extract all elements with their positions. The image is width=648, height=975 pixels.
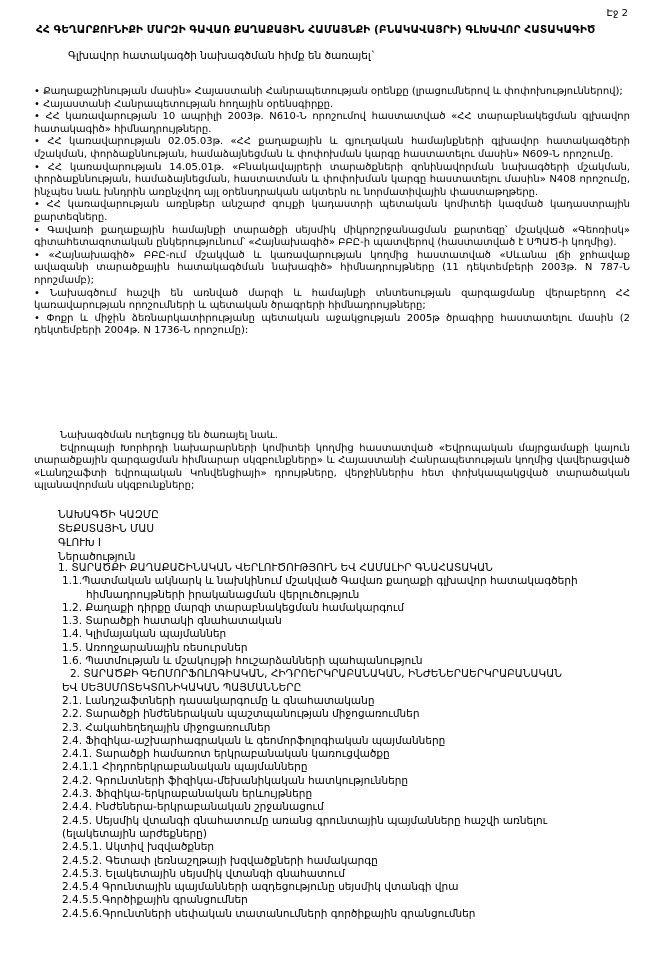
toc-entry: 2.4.5.6.Գրունտների սեփական տատանումների գործիքային գրանցումներ xyxy=(62,907,476,920)
toc-entry: (ելակետային արժեքները) xyxy=(62,827,207,840)
toc-entry: 2.1. Լանդշաֆտների դասակարգումը և գնահատականը xyxy=(62,694,375,707)
toc-entry: 2.4.4. Ինժեներա-երկրաբանական շրջանացում xyxy=(62,801,324,814)
toc-entry: 2.4.5.2. Գետափ լեռնաշղթայի խզվածքների համակարգը xyxy=(62,854,378,867)
toc-entry: 1.4. Կլիմայական պայմաններ xyxy=(62,628,227,641)
document-title: ՀՀ ԳԵՂԱՐՔՈՒՆԻՔԻ ՄԱՐԶԻ ԳԱՎԱՌ ՔԱՂԱՔԱՅԻՆ ՀԱՄԱՅՆՔԻ (ԲՆԱԿԱՎԱՅՐԻ) ԳԼԽԱՎՈՐ ՀԱՏԱԿԱԳԻԾ xyxy=(36,24,596,36)
toc-entry: 2.4.5. Սեյսմիկ վտանգի գնահատումը առանց գրունտային պայմանները հաշվի առնելու xyxy=(62,814,548,827)
toc-entry: 2.4.2. Գրունտների ֆիզիկա-մեխանիկական հատկությունները xyxy=(62,774,409,787)
list-item: • Փոքր և միջին ձեռնարկատիրությանը պետական աջակցության 2005թ ծրագիրը հաստատելու մասին (2 դեկտեմբերի 2004թ. N 1736-Ն որոշումը): xyxy=(34,312,630,337)
contents-heading xyxy=(58,508,159,564)
toc-entry: ԵՎ ՍԵՅՍՄՈՏԵԿՏՈՆԻԿԱԿԱՆ ՊԱՅՄԱՆՆԵՐԸ xyxy=(62,681,302,694)
toc-entry: 2.4.1.1 Հիդրոերկրաբանական պայմանները xyxy=(62,761,308,774)
toc-entry: 1.3. Տարածքի հատակի գնահատական xyxy=(62,615,282,628)
toc-entry: 2.4.5.1. Ակտիվ խզվածքներ xyxy=(62,841,214,854)
toc-entry: 2.4. Ֆիզիկա-աշխարհագրական և գեոմորֆոլոգիական պայմանները xyxy=(62,734,446,747)
toc-heading-line: ՏԵՔՍՏԱՅԻՆ ՄԱՍ xyxy=(58,523,155,535)
toc-entry: 2.3. Հակահեղեղային միջոցառումներ xyxy=(62,721,271,734)
toc-heading-line: Ներածություն xyxy=(58,551,136,563)
list-item: • ՀՀ կառավարության 02.05.03թ. «ՀՀ քաղաքային և գյուղական համայնքների գլխավոր հատակագծերի մշակման, փորձաքննության, համաձայնեցման և փոփոխման կարգը հաստատելու մասին» N609-Ն որոշումը. xyxy=(34,136,630,160)
toc-entry: 2.4.5.5.Գործիքային գրանցումներ xyxy=(62,894,248,907)
toc-entry: 2. ՏԱՐԱԾՔԻ ԳԵՈՄՈՐՖՈԼՈԳԻԱԿԱՆ, ՀԻԴՐՈԵՐԿՐԱԲԱՆԱԿԱՆ, ԻՆԺԵՆԵՐԱԵՐԿՐԱԲԱՆԱԿԱՆ xyxy=(70,668,562,681)
guidance-paragraphs xyxy=(34,430,630,493)
toc-entry: 1. ՏԱՐԱԾՔԻ ՔԱՂԱՔԱՇԻՆԱԿԱՆ ՎԵՐԼՈՒԾՈՒԹՅՈՒՆ ԵՎ ՀԱՄԱԼԻՐ ԳՆԱՀԱՏԱԿԱՆ xyxy=(58,562,493,574)
list-item: • Հայաստանի Հանրապետության հողային օրենսգիրքը. xyxy=(34,98,334,110)
table-of-contents xyxy=(58,562,628,921)
list-item: • ՀՀ կառավարության 10 ապրիլի 2003թ. N610-Ն որոշումով հաստատված «ՀՀ տարաբնակեցման գլխավոր հատակագիծ» հիմնադրույթները. xyxy=(34,111,630,135)
toc-entry: 1.5. Առողջարանային ռեսուրսներ xyxy=(62,641,248,654)
list-item: • Գավառի քաղաքային համայնքի տարածքի սեյսմիկ միկրոշրջանացման քարտեզը՝ մշակված «Գեոռիսկ» գիտահետազոտական ընկերությունում՝ «Հայնախագիծ» ԲԲԸ-ի պատվերով (հաստատված է ՍՊԱԾ-ի կողմից). xyxy=(34,224,630,249)
toc-entry: 2.4.3. Ֆիզիկա-երկրաբանական երևույթները xyxy=(62,788,313,801)
list-item: • ՀՀ կառավարության առընթեր անշարժ գույքի կադաստրի պետական կոմիտեի կազմած կադաստրային քարտեզները. xyxy=(34,199,630,223)
toc-entry: 1.6. Պատմության և մշակույթի հուշարձանների պահպանություն xyxy=(62,655,423,668)
list-item: • ՀՀ կառավարության 14.05.01թ. «Բնակավայրերի տարածքների զոնինավորման նախագծերի մշակման, փորձաքննության, համաձայնեցման, հաստատման և փոփոխման կարգը հաստատելու մասին» N408 որոշումը, ինչպես նաև խնդրին առընչվող այլ օրենսդրական ակտերն ու նորմատիվային փաստաթղթերը. xyxy=(34,161,630,198)
toc-heading-line: ՆԱԽԱԳԾԻ ԿԱԶՄԸ xyxy=(58,509,159,521)
toc-entry: 2.4.1. Տարածքի համառոտ երկրաբանական կառուցվածքը xyxy=(62,748,390,761)
list-item: • Քաղաքաշինության մասին» Հայաստանի Հանրապետության օրենքը (լրացումներով և փոփոխություններով); xyxy=(34,86,623,97)
toc-entry: 1.2. Քաղաքի դիրքը մարզի տարաբնակեցման համակարգում xyxy=(62,601,405,614)
intro-line: Գլխավոր հատակագծի նախագծման հիմք են ծառայել` xyxy=(68,50,376,62)
paragraph: Նախագծման ուղեցույց են ծառայել նաև. xyxy=(60,430,278,441)
toc-entry: 2.4.5.4 Գրունտային պայմանների ազդեցությունը սեյսմիկ վտանգի վրա xyxy=(62,881,459,894)
toc-entry: հիմնադրույթների իրականացման վերլուծություն xyxy=(86,588,360,601)
paragraph: Եվրոպայի Խորհրդի նախարարների կոմիտեի կողմից հաստատված «Եվրոպական մայրցամաքի կայուն տարածքային զարգացման հիմնարար սկզբունքները» և Հայաստանի Հանրապետության կողմից վավերացված «Լանդշաֆտի եվրոպական Կոնվենցիայի» դրույթները, վերջիններիս հետ փոխկապակցված տարածական պլանավորման սկզբունքները; xyxy=(34,442,630,492)
page-number: Էջ 2 xyxy=(606,8,628,19)
toc-heading-line: ԳԼՈՒԽ I xyxy=(58,537,101,549)
basis-list xyxy=(34,86,630,338)
list-item: • «Հայնախագիծ» ԲԲԸ-ում մշակված և կառավարության կողմից հաստատված «Սևանա լճի ջրհավաք ավազանի տարածքային հատակագծման նախագիծ» հիմնադրույթները (11 դեկտեմբերի 2003թ. N 787-Ն որոշմամբ); xyxy=(34,249,630,286)
toc-entry: 2.2. Տարածքի ինժեներական պաշտպանության միջոցառումներ xyxy=(62,708,420,721)
toc-entry: 1.1.Պատմական ակնարկ և նախկինում մշակված Գավառ քաղաքի գլխավոր հատակագծերի xyxy=(62,575,578,588)
toc-entry: 2.4.5.3. Ելակետային սեյսմիկ վտանգի գնահատում xyxy=(62,867,345,880)
list-item: • Նախագծում հաշվի են առնված մարզի և համայնքի տնտեսության զարգացմանը վերաբերող ՀՀ կառավարության որոշումների և պետական ծրագրերի հիմնադրույթները; xyxy=(34,287,630,312)
